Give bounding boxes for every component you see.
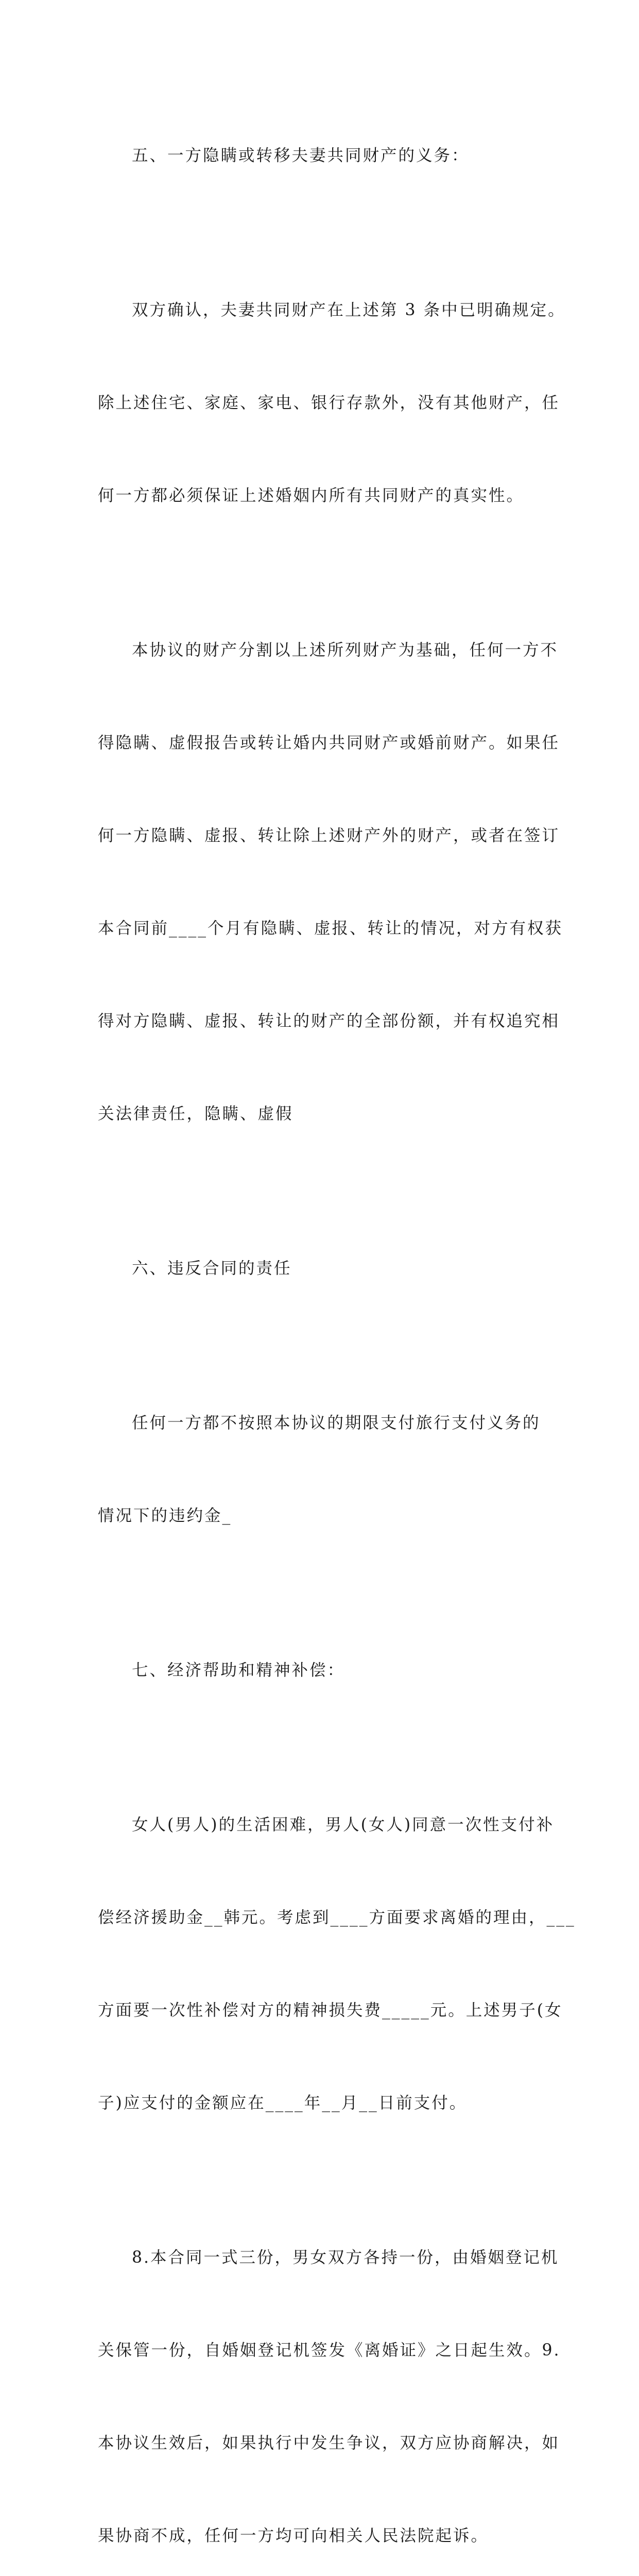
section-6-heading <box>98 1191 542 1346</box>
text-line: 偿经济援助金__韩元。考虑到____方面要求离婚的理由，___ <box>98 1908 576 1927</box>
text-line: 双方确认，夫妻共同财产在上述第 3 条中已明确规定。 <box>132 301 566 319</box>
text-line: 五、一方隐瞒或转移夫妻共同财产的义务： <box>132 146 470 165</box>
text-line: 关保管一份，自婚姻登记机签发《离婚证》之日起生效。9. <box>98 2341 561 2360</box>
text-line: 除上述住宅、家庭、家电、银行存款外，没有其他财产，任 <box>98 394 560 412</box>
text-line: 本协议生效后，如果执行中发生争议，双方应协商解决，如 <box>98 2434 560 2452</box>
text-line: 得隐瞒、虚假报告或转让婚内共同财产或婚前财产。如果任 <box>98 734 560 752</box>
text-line: 得对方隐瞒、虚报、转让的财产的全部份额，并有权追究相 <box>98 1012 560 1030</box>
text-line: 六、违反合同的责任 <box>132 1259 292 1278</box>
section-5-paragraph-1 <box>98 233 566 573</box>
section-5-heading <box>98 78 542 233</box>
section-7-heading <box>98 1593 542 1748</box>
section-6-paragraph-1 <box>98 1346 542 1593</box>
text-line: 本协议的财产分割以上述所列财产为基础，任何一方不 <box>132 641 559 659</box>
text-line: 何一方隐瞒、虚报、转让除上述财产外的财产，或者在签订 <box>98 826 560 845</box>
text-line: 情况下的违约金_ <box>98 1506 232 1525</box>
text-line: 8.本合同一式三份，男女双方各持一份，由婚姻登记机 <box>132 2248 559 2267</box>
text-line: 七、经济帮助和精神补偿： <box>132 1661 346 1680</box>
text-line: 女人(男人)的生活困难，男人(女人)同意一次性支付补 <box>132 1816 555 1834</box>
text-line: 果协商不成，任何一方均可向相关人民法院起诉。 <box>98 2527 489 2545</box>
text-line: 方面要一次性补偿对方的精神损失费_____元。上述男子(女 <box>98 2001 563 2020</box>
text-line: 本合同前____个月有隐瞒、虚报、转让的情况，对方有权获 <box>98 919 563 938</box>
text-line: 子)应支付的金额应在____年__月__日前支付。 <box>98 2094 468 2112</box>
text-line: 任何一方都不按照本协议的期限支付旅行支付义务的 <box>132 1414 541 1432</box>
document-page <box>98 78 576 2576</box>
section-5-paragraph-2 <box>98 573 563 1191</box>
text-line: 关法律责任，隐瞒、虚假 <box>98 1105 293 1123</box>
section-8-paragraph-1 <box>98 2180 561 2576</box>
section-7-paragraph-1 <box>98 1748 576 2180</box>
text-line: 何一方都必须保证上述婚姻内所有共同财产的真实性。 <box>98 486 525 505</box>
